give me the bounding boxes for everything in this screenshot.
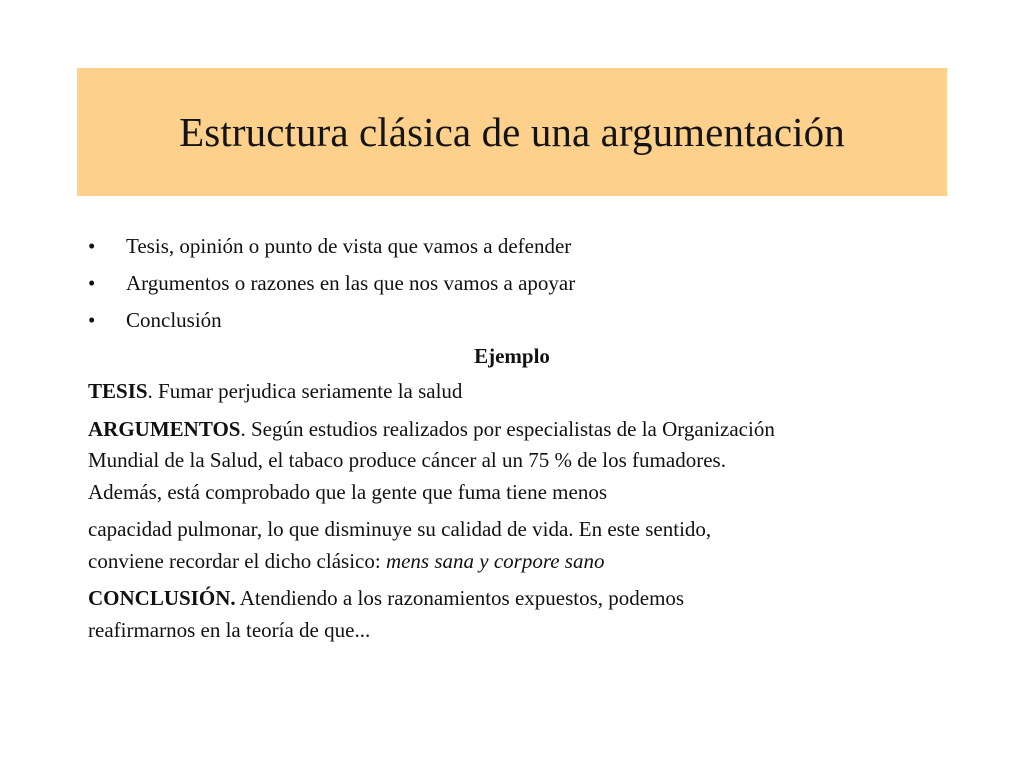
bullet-text: Argumentos o razones en las que nos vamos a apoyar — [126, 271, 576, 295]
latin-phrase: mens sana y corpore sano — [385, 548, 605, 573]
bullet-list — [88, 228, 575, 339]
bullet-item-argumentos — [88, 265, 575, 302]
slide-title: Estructura clásica de una argumentación — [179, 108, 845, 155]
capacidad-line-2: conviene recordar el dicho clásico: — [88, 548, 386, 573]
conclusion-line-2: reafirmarnos en la teoría de que... — [88, 617, 371, 642]
tesis-label: TESIS — [88, 379, 148, 403]
bullet-item-conclusion — [88, 302, 575, 339]
capacidad-line-1: capacidad pulmonar, lo que disminuye su calidad de vida. En este sentido, — [88, 517, 712, 541]
example-heading: Ejemplo — [474, 344, 550, 368]
conclusion-label: CONCLUSIÓN. — [88, 586, 236, 610]
argumentos-paragraph — [88, 414, 948, 509]
argumentos-label: ARGUMENTOS — [88, 416, 241, 441]
conclusion-paragraph — [88, 583, 948, 646]
bullet-dot: • — [88, 308, 96, 332]
bullet-item-tesis — [88, 228, 575, 265]
bullet-dot: • — [88, 271, 96, 295]
capacidad-paragraph — [88, 514, 948, 577]
argumentos-line-3: Además, está comprobado que la gente que fuma tiene menos — [88, 479, 607, 504]
argumentos-line-2: Mundial de la Salud, el tabaco produce cáncer al un 75 % de los fumadores. — [88, 448, 726, 472]
bullet-dot: • — [88, 234, 96, 258]
tesis-text: . Fumar perjudica seriamente la salud — [147, 379, 463, 403]
tesis-paragraph — [88, 376, 948, 408]
title-banner — [77, 68, 947, 196]
bullet-text: Tesis, opinión o punto de vista que vamos a defender — [126, 234, 572, 258]
example-section — [88, 342, 948, 652]
bullet-text: Conclusión — [126, 308, 222, 332]
conclusion-line-1: Atendiendo a los razonamientos expuestos, podemos — [235, 586, 685, 610]
argumentos-line-1: . Según estudios realizados por especialistas de la Organización — [240, 416, 775, 441]
